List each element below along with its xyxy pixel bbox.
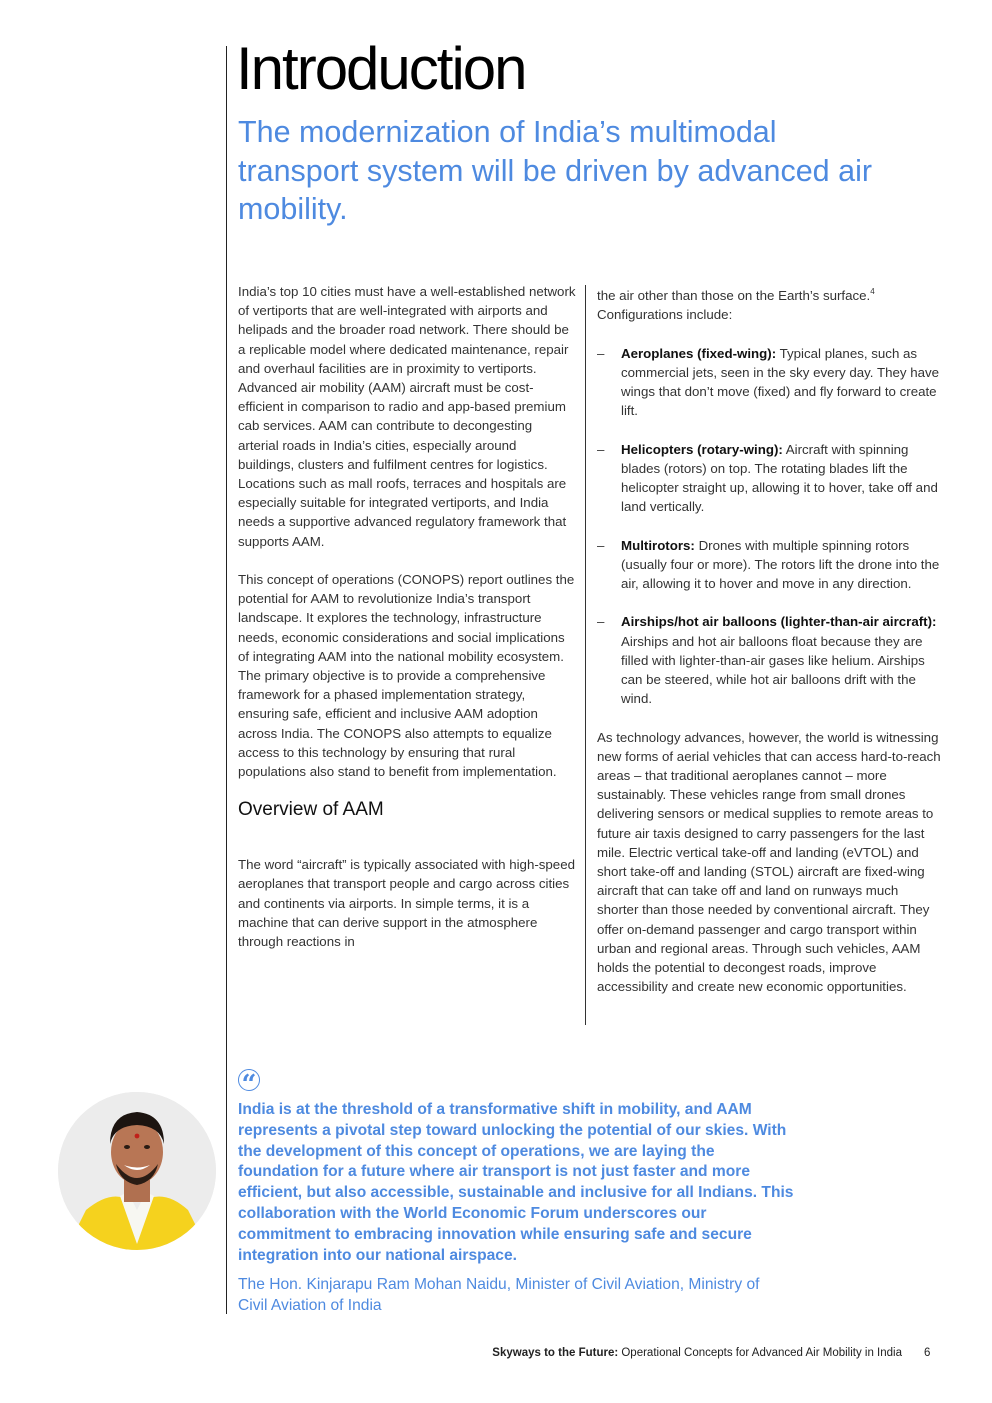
intro-paragraph-2: This concept of operations (CONOPS) report outlines the potential for AAM to revolutionize India’s transport landscape. It explores the technology, infrastructure needs, economic considerations and social implications of integrating AAM into the national mobility ecosystem. The primary objective is to provide a comprehensive framework for a phased implementation strategy, ensuring safe, efficient and inclusive AAM adoption across India. The CONOPS also attempts to equalize access to this technology by ensuring that rural populations also stand to benefit from implementation. — [238, 572, 575, 780]
list-text: Airships and hot air balloons float because they are filled with lighter-than-air gases like helium. Airships can be steered, while hot air balloons drift with the wind. — [621, 633, 925, 707]
list-item-multirotors — [597, 536, 942, 594]
footnote-ref[interactable]: 4 — [870, 287, 875, 296]
left-vertical-rule — [226, 46, 227, 1314]
pull-quote: India is at the threshold of a transformative shift in mobility, and AAM represents a pivotal step toward unlocking the potential of our skies. With the development of this concept of operations, we are laying the foundation for a future where air transport is not just faster and more efficient, but also accessible, sustainable and inclusive for all Indians. This collaboration with the World Economic Forum underscores our commitment to embracing innovation while ensuring safe and secure integration into our national airspace. — [238, 1101, 794, 1264]
footer-report-title: Skyways to the Future: — [492, 1347, 619, 1359]
dash-bullet: – — [597, 345, 605, 361]
closing-paragraph: As technology advances, however, the world is witnessing new forms of aerial vehicles that can access hard-to-reach areas – that traditional aeroplanes cannot – more sustainably. These vehicles range from small drones delivering sensors or medical supplies to remote areas to future air taxis designed to carry passengers for the last mile. Electric vertical take-off and landing (eVTOL) and short take-off and landing (STOL) aircraft are fixed-wing aircraft that can take off and land on runways much shorter than those needed by conventional aircraft. They offer on-demand passenger and cargo transport within urban and regional areas. Through such vehicles, AAM holds the potential to decongest roads, improve accessibility and create new economic opportunities. — [597, 729, 941, 995]
list-text: Aircraft with spinning blades (rotors) on top. The rotating blades lift the helicopter straight up, allowing it to hover, take off and land vertically. — [621, 441, 938, 515]
footer-report-subtitle: Operational Concepts for Advanced Air Mobility in India — [618, 1347, 902, 1359]
quote-attribution: The Hon. Kinjarapu Ram Mohan Naidu, Minister of Civil Aviation, Ministry of Civil Aviation of India — [238, 1276, 760, 1314]
page-footer — [0, 1347, 902, 1359]
list-text: Drones with multiple spinning rotors (usually four or more). The rotors lift the drone into the air, allowing it to hover and move in any direction. — [621, 537, 940, 591]
list-term: Aeroplanes (fixed-wing): — [621, 345, 777, 361]
page-title: Introduction — [236, 35, 526, 102]
list-text: Typical planes, such as commercial jets, seen in the sky every day. They have wings that don’t move (fixed) and fly forward to create lift. — [621, 345, 940, 419]
overview-paragraph: The word “aircraft” is typically associated with high-speed aeroplanes that transport people and cargo across cities and continents via airports. In simple terms, it is a machine that can derive support in the atmosphere through reactions in — [238, 857, 575, 950]
portrait-illustration — [58, 1092, 216, 1250]
left-column — [238, 282, 576, 951]
dash-bullet: – — [597, 614, 605, 630]
dash-bullet: – — [597, 537, 605, 553]
continuation-paragraph — [597, 282, 942, 305]
right-column — [597, 282, 942, 996]
dash-bullet: – — [597, 441, 605, 457]
list-item-helicopters — [597, 440, 942, 517]
intro-paragraph-1: India’s top 10 cities must have a well-established network of vertiports that are well-integrated with airports and helipads and the broader road network. There should be a replicable model where dedicated maintenance, repair and overhaul facilities are in proximity to vertiports. Advanced air mobility (AAM) aircraft must be cost-efficient in comparison to radio and app-based premium cab services. AAM can contribute to decongesting arterial roads in India’s cities, especially around buildings, clusters and fulfilment centres for logistics. Locations such as mall roofs, terraces and hospitals are especially suitable for integrated vertiports, and India needs a supportive advanced regulatory framework that supports AAM. — [238, 284, 576, 549]
column-divider — [585, 285, 586, 1025]
list-term: Multirotors: — [621, 537, 695, 553]
section-heading-overview: Overview of AAM — [238, 799, 384, 821]
list-item-aeroplanes — [597, 344, 942, 421]
list-term: Airships/hot air balloons (lighter-than-air aircraft): — [621, 614, 937, 630]
quote-icon: “ — [238, 1069, 260, 1091]
page-subtitle: The modernization of India’s multimodal transport system will be driven by advanced air mobility. — [238, 115, 873, 226]
configurations-label: Configurations include: — [597, 307, 733, 323]
avatar — [58, 1092, 216, 1250]
list-term: Helicopters (rotary-wing): — [621, 441, 783, 457]
page-number: 6 — [924, 1347, 931, 1359]
list-item-airships — [597, 612, 942, 708]
continuation-text: the air other than those on the Earth’s surface. — [597, 288, 871, 303]
